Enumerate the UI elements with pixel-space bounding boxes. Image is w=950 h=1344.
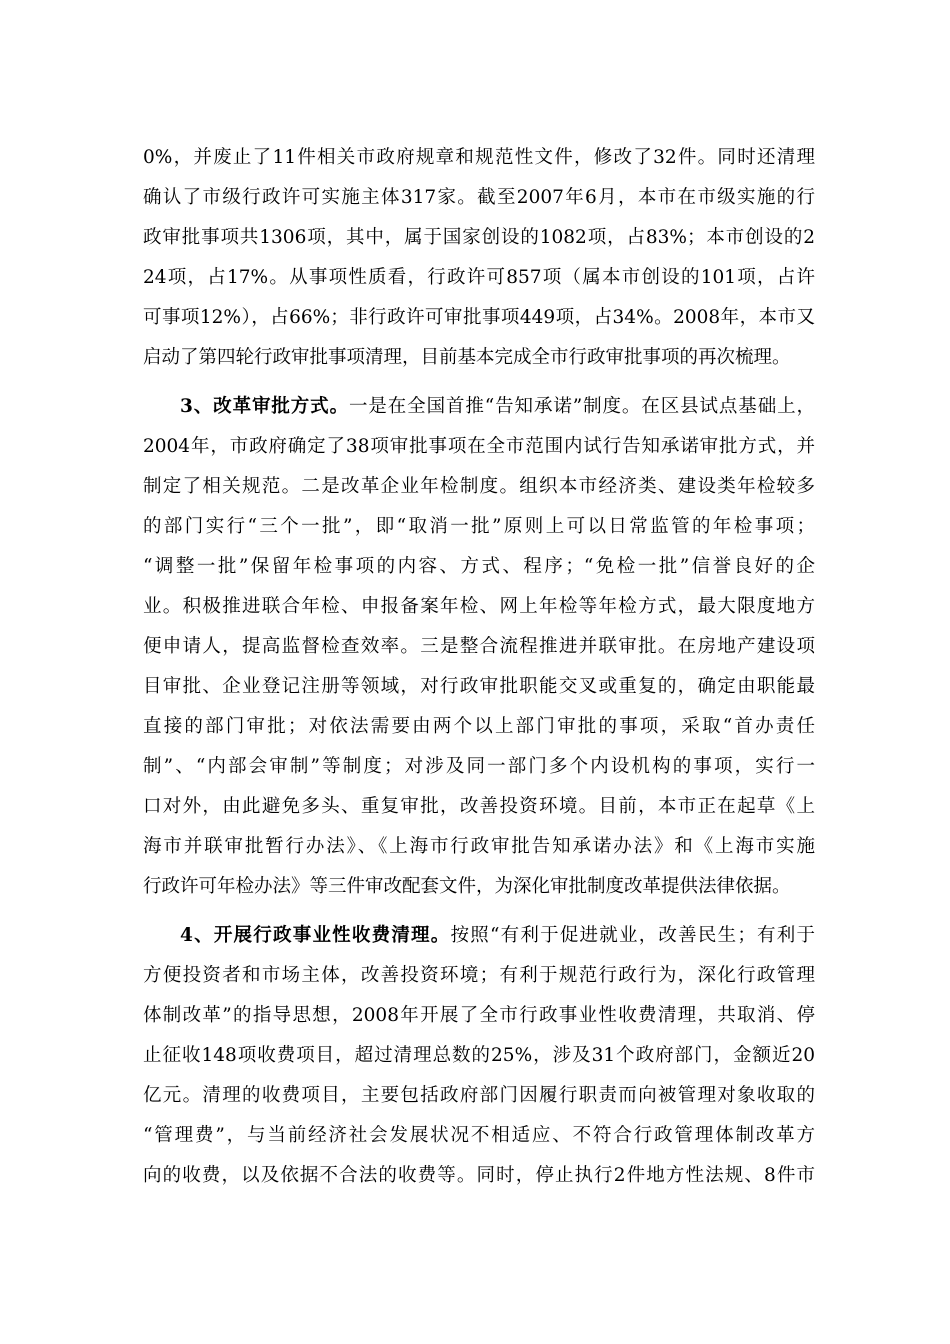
text-run: 按照“有利于促进就业，改善民生；有利于 (450, 925, 815, 946)
text-line: 0%，并废止了11件相关市政府规章和规范性文件，修改了32件。同时还清理 (143, 147, 815, 168)
text-line: 启动了第四轮行政审批事项清理，目前基本完成全市行政审批事项的再次梳理。 (143, 347, 791, 368)
section-heading-4: 4、开展行政事业性收费清理。 (180, 925, 451, 946)
text-line: 的部门实行“三个一批”，即“取消一批”原则上可以日常监管的年检事项； (143, 516, 815, 537)
text-line: 体制改革”的指导思想，2008年开展了全市行政事业性收费清理，共取消、停 (143, 1005, 815, 1026)
text-line: 政审批事项共1306项，其中，属于国家创设的1082项，占83%；本市创设的2 (143, 227, 815, 248)
paragraph-first-line (180, 395, 815, 419)
text-line: 2004年，市政府确定了38项审批事项在全市范围内试行告知承诺审批方式，并 (143, 436, 815, 457)
text-line: “调整一批”保留年检事项的内容、方式、程序；“免检一批”信誉良好的企 (143, 556, 815, 577)
text-line: 确认了市级行政许可实施主体317家。截至2007年6月，本市在市级实施的行 (143, 187, 815, 208)
text-line: 可事项12%），占66%；非行政许可审批事项449项，占34%。2008年，本市又 (143, 307, 815, 328)
text-line: 方便投资者和市场主体，改善投资环境；有利于规范行政行为，深化行政管理 (143, 965, 815, 986)
text-line: “管理费”，与当前经济社会发展状况不相适应、不符合行政管理体制改革方 (143, 1125, 815, 1146)
text-line: 行政许可年检办法》等三件审改配套文件，为深化审批制度改革提供法律依据。 (143, 876, 791, 897)
text-line: 便申请人，提高监督检查效率。三是整合流程推进并联审批。在房地产建设项 (143, 636, 815, 657)
text-run: 一是在全国首推“告知承诺”制度。在区县试点基础上， (348, 396, 815, 417)
text-line: 直接的部门审批；对依法需要由两个以上部门审批的事项，采取“首办责任 (143, 716, 815, 737)
text-line: 目审批、企业登记注册等领域，对行政审批职能交叉或重复的，确定由职能最 (143, 676, 815, 697)
text-line: 制”、“内部会审制”等制度；对涉及同一部门多个内设机构的事项，实行一 (143, 756, 815, 777)
text-line: 24项，占17%。从事项性质看，行政许可857项（属本市创设的101项，占许 (143, 267, 815, 288)
paragraph-first-line (180, 924, 815, 948)
text-line: 亿元。清理的收费项目，主要包括政府部门因履行职责而向被管理对象收取的 (143, 1085, 815, 1106)
text-line: 止征收148项收费项目，超过清理总数的25%，涉及31个政府部门，金额近20 (143, 1045, 815, 1066)
text-line: 向的收费，以及依据不合法的收费等。同时，停止执行2件地方性法规、8件市 (143, 1165, 815, 1186)
text-line: 制定了相关规范。二是改革企业年检制度。组织本市经济类、建设类年检较多 (143, 476, 815, 497)
text-line: 口对外，由此避免多头、重复审批，改善投资环境。目前，本市正在起草《上 (143, 796, 815, 817)
text-line: 业。积极推进联合年检、申报备案年检、网上年检等年检方式，最大限度地方 (143, 596, 815, 617)
section-heading-3: 3、改革审批方式。 (180, 396, 349, 417)
text-line: 海市并联审批暂行办法》、《上海市行政审批告知承诺办法》和《上海市实施 (143, 836, 815, 857)
